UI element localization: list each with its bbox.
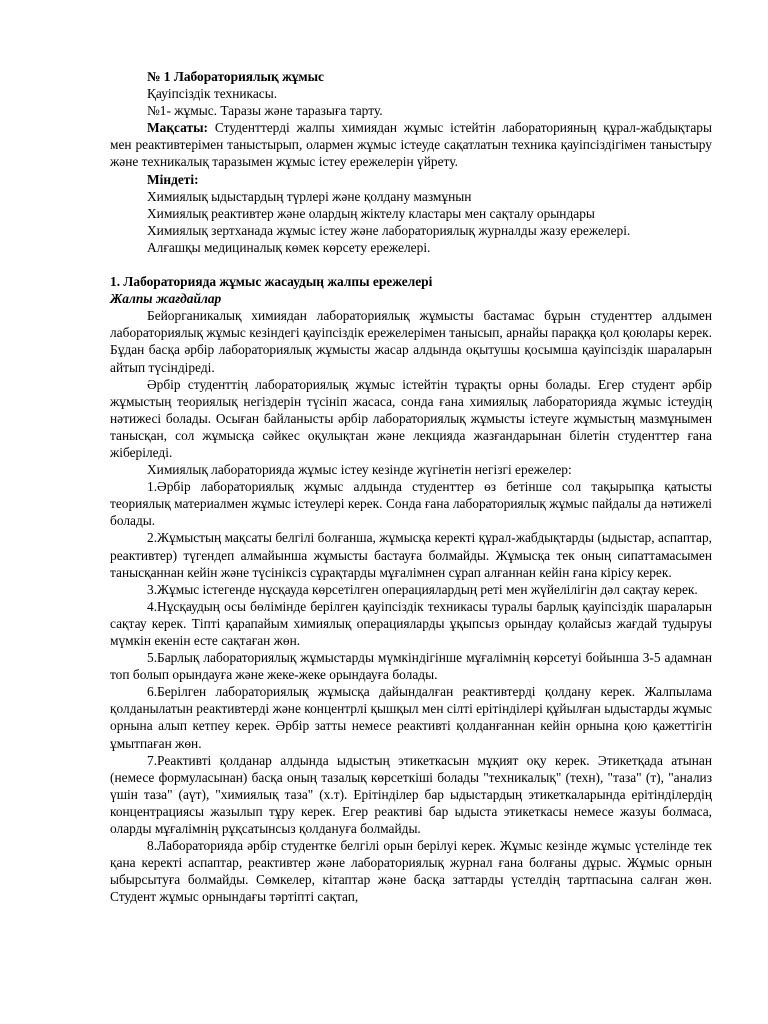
rule-paragraph: 1.Әрбір лабораториялық жұмыс алдында студенттер өз бетінше сол тақырыпқа қатысты теориялық материалмен жұмыс істеулері керек. Сонда ғана лабораториялық жұмыс пайдалы да нәтижелі болады. — [110, 479, 712, 529]
section-subheading: Жалпы жағдайлар — [110, 291, 222, 307]
spacer — [110, 256, 712, 273]
document-page — [110, 68, 712, 906]
goal-paragraph — [110, 119, 712, 170]
lab-title: № 1 Лабораториялық жұмыс — [147, 69, 324, 84]
rule-paragraph: 7.Реактивті қолданар алдында ыдыстың этикеткасын мұқият оқу керек. Этикетқада атынан (немесе формуласынан) басқа оның тазалық көрсеткіші болады "техникалық" (техн), "таза" (т), "анализ үшін таза" (аүт), "химиялық таза" (х.т). Ерітінділер бар ыдыстардың этикеткаларында ерітінділердің концентрациясы жазылып тұру керек. Егер реактиві бар ыдыста этикеткасы немесе жазуы болмаса, оларды мұғалімнің рұқсатынсыз қолдануға болмайды. — [110, 752, 712, 837]
tasks-label: Міндеті: — [147, 171, 199, 187]
section-heading: 1. Лабораторияда жұмыс жасаудың жалпы ережелері — [110, 274, 433, 290]
rule-paragraph: 6.Берілген лабораториялық жұмысқа дайындалған реактивтерді қолдану керек. Жалпылама қолданылатын реактивтерді және концентрлі қышқыл мен сілті ерітінділері құйылған ыдыстарды жұмыс орнына алып кетпеу керек. Әрбір затты немесе реактивті қолданғаннан кейін орнына қою қажеттігін ұмытпаған жөн. — [110, 684, 712, 751]
task-item: Химиялық реактивтер және олардың жіктелу кластары мен сақталу орындары — [147, 205, 595, 221]
rule-paragraph: 3.Жұмыс істегенде нұсқауда көрсетілген операциялардың реті мен жүйелілігін дәл сақтау керек. — [147, 581, 698, 597]
lab-topic: Қауіпсіздік техникасы. — [147, 86, 278, 102]
task-item: Химиялық ыдыстардың түрлері және қолдану мазмұнын — [147, 188, 472, 204]
intro-paragraph: Химиялық лабораторияда жұмыс істеу кезінде жүгінетін негізгі ережелер: — [147, 462, 572, 478]
intro-paragraph: Әрбір студенттің лабораториялық жұмыс істейтін тұрақты орны болады. Егер студент әрбір жұмыстың теориялық негіздерін түсініп жасаса, сонда ғана химиялық лабораторияда жұмыс істеудің нәтижесі болады. Осыған байланысты әрбір лабораториялық жұмысты істеуге жұмыстың мазмұнымен танысқан, сол жұмысқа сәйкес оқулықтан және лекцияда жазғандарынан білетін студенттер ғана жіберіледі. — [110, 376, 712, 460]
lab-work-title: №1- жұмыс. Таразы және таразыға тарту. — [147, 103, 383, 119]
rule-paragraph: 4.Нұсқаудың осы бөлімінде берілген қауіпсіздік техникасы туралы барлық қауіпсіздік шараларын сақтау керек. Тіпті қарапайым химиялық операцияларды ұқыпсыз орындау қолайсыз жағдай тудыруы мүмкін екенін есте сақтаған жөн. — [110, 598, 712, 648]
intro-paragraph: Бейорганикалық химиядан лабораториялық жұмысты бастамас бұрын студенттер алдымен лабораториялық жұмыс кезіндегі қауіпсіздік ережелерімен танысып, арнайы параққа қол қоюлары керек. Бұдан басқа әрбір лабораториялық жұмысты жасар алдында оқытушы қосымша қауіпсіздік шараларын айтып түсіндіреді. — [110, 308, 712, 375]
task-item: Химиялық зертханада жұмыс істеу және лабораториялық журналды жазу ережелері. — [147, 222, 631, 238]
rule-paragraph: 2.Жұмыстың мақсаты белгілі болғанша, жұмысқа керекті құрал-жабдықтарды (ыдыстар, аспаптар, реактивтер) түгендеп алмайынша жұмысты бастауға болмайды. Жұмысқа тек оның сипаттамасымен танысқаннан кейін және түсініксіз сұрақтарды мұғалімнен сұрап алғаннан кейін ғана кірісу керек. — [110, 530, 712, 580]
rule-paragraph: 8.Лабораторияда әрбір студентке белгілі орын берілуі керек. Жұмыс кезінде жұмыс үстелінде тек қана керекті аспаптар, реактивтер және лабораториялық журнал ғана болғаны дұрыс. Жұмыс орнын ыбырсытуға болмайды. Сөмкелер, кітаптар және басқа заттарды үстелдің тартпасына салған жөн. Студент жұмыс орнындағы тәртіпті сақтап, — [110, 838, 712, 905]
goal-label: Мақсаты: — [147, 120, 208, 136]
rule-paragraph: 5.Барлық лабораториялық жұмыстарды мүмкіндігінше мұғалімнің көрсетуі бойынша 3-5 адамнан топ болып орындауға және жеке-жеке орындауға болады. — [110, 650, 712, 683]
goal-text: Студенттерді жалпы химиядан жұмыс істейтін лабораторияның құрал-жабдықтары мен реактивтерімен таныстырып, олармен жұмыс істеуде сақатлатын техника қауіпсіздігімен таныстыру және техникалық таразымен жұмыс істеу ережелерін үйрету. — [110, 120, 712, 170]
task-item: Алғашқы медициналық көмек көрсету ережелері. — [147, 239, 431, 255]
